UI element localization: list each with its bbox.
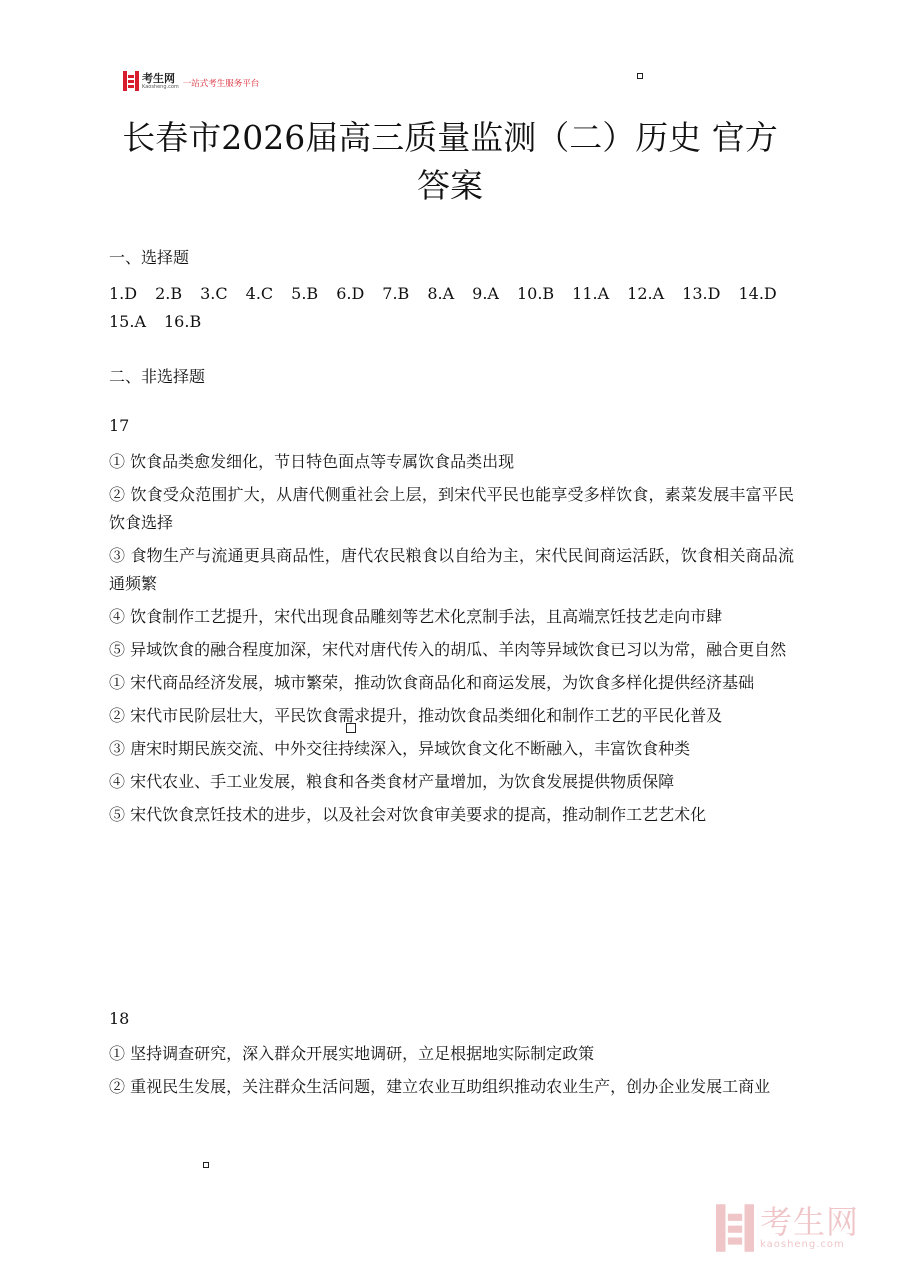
- choice-answer: 12.A: [627, 284, 665, 303]
- logo-slogan: 一站式考生服务平台: [182, 79, 260, 89]
- answer-item: ① 宋代商品经济发展，城市繁荣，推动饮食商品化和商运发展，为饮食多样化提供经济基础: [109, 673, 755, 692]
- choice-answer: 4.C: [245, 284, 274, 303]
- watermark-name: 考生网: [760, 1203, 860, 1241]
- answer-item: ③ 唐宋时期民族交流、中外交往持续深入，异域饮食文化不断融入，丰富饮食种类: [109, 739, 691, 758]
- choice-answers: [109, 280, 799, 336]
- section-heading-nonchoice: 二、非选择题: [109, 367, 206, 386]
- watermark-logo: [716, 1204, 859, 1252]
- choice-answer: 2.B: [155, 284, 183, 303]
- choice-answer: 14.D: [738, 284, 777, 303]
- choice-answer: 5.B: [291, 284, 319, 303]
- choice-answer: 1.D: [109, 284, 138, 303]
- question-number-17: 17: [109, 416, 130, 435]
- kaosheng-logo-icon: [123, 71, 139, 91]
- choice-answer: 13.D: [682, 284, 721, 303]
- answer-item: ② 饮食受众范围扩大，从唐代侧重社会上层，到宋代平民也能享受多样饮食，素菜发展丰富平民饮食选择: [109, 485, 794, 532]
- choice-answer: 3.C: [200, 284, 228, 303]
- answer-item: ③ 食物生产与流通更具商品性，唐代农民粮食以自给为主，宋代民间商运活跃，饮食相关商品流通频繁: [109, 546, 794, 593]
- choice-answer: 7.B: [382, 284, 410, 303]
- answer-item: ① 饮食品类愈发细化，节日特色面点等专属饮食品类出现: [109, 452, 515, 471]
- page-title: 长春市2026届高三质量监测（二）历史 官方答案: [122, 118, 778, 205]
- answer-block-18: [109, 1040, 794, 1106]
- question-number-18: 18: [109, 1009, 130, 1028]
- choice-answer: 8.A: [427, 284, 455, 303]
- choice-answer: 15.A: [109, 312, 146, 331]
- marker-box-bottom: [203, 1162, 209, 1168]
- choice-answer: 16.B: [164, 312, 202, 331]
- answer-item: ④ 宋代农业、手工业发展，粮食和各类食材产量增加，为饮食发展提供物质保障: [109, 772, 675, 791]
- choice-answer: 10.B: [516, 284, 555, 303]
- answer-item: ⑤ 异域饮食的融合程度加深，宋代对唐代传入的胡瓜、羊肉等异域饮食已习以为常，融合更自然: [109, 640, 787, 659]
- answer-item: ① 坚持调查研究，深入群众开展实地调研，立足根据地实际制定政策: [109, 1044, 595, 1063]
- logo-name: 考生网: [142, 71, 175, 85]
- section-heading-choice: 一、选择题: [109, 248, 190, 267]
- watermark-text: [760, 1203, 860, 1250]
- marker-box-top: [637, 73, 643, 79]
- answer-item: ② 宋代市民阶层壮大，平民饮食需求提升，推动饮食品类细化和制作工艺的平民化普及: [109, 706, 723, 725]
- answer-item: ④ 饮食制作工艺提升，宋代出现食品雕刻等艺术化烹制手法，且高端烹饪技艺走向市肆: [109, 607, 723, 626]
- watermark-domain: kaosheng.com: [760, 1239, 845, 1250]
- choice-answer: 6.D: [336, 284, 365, 303]
- kaosheng-watermark-icon: [716, 1204, 754, 1252]
- site-logo[interactable]: [123, 70, 259, 92]
- choice-answer: 9.A: [472, 284, 499, 303]
- choice-answer: 11.A: [572, 284, 610, 303]
- answer-block-17: [109, 448, 794, 834]
- answer-item: ⑤ 宋代饮食烹饪技术的进步，以及社会对饮食审美要求的提高，推动制作工艺艺术化: [109, 805, 707, 824]
- logo-text: [142, 73, 179, 90]
- logo-domain: Kaosheng.com: [142, 83, 179, 90]
- answer-item: ② 重视民生发展，关注群众生活问题，建立农业互助组织推动农业生产，创办企业发展工商业: [109, 1077, 771, 1096]
